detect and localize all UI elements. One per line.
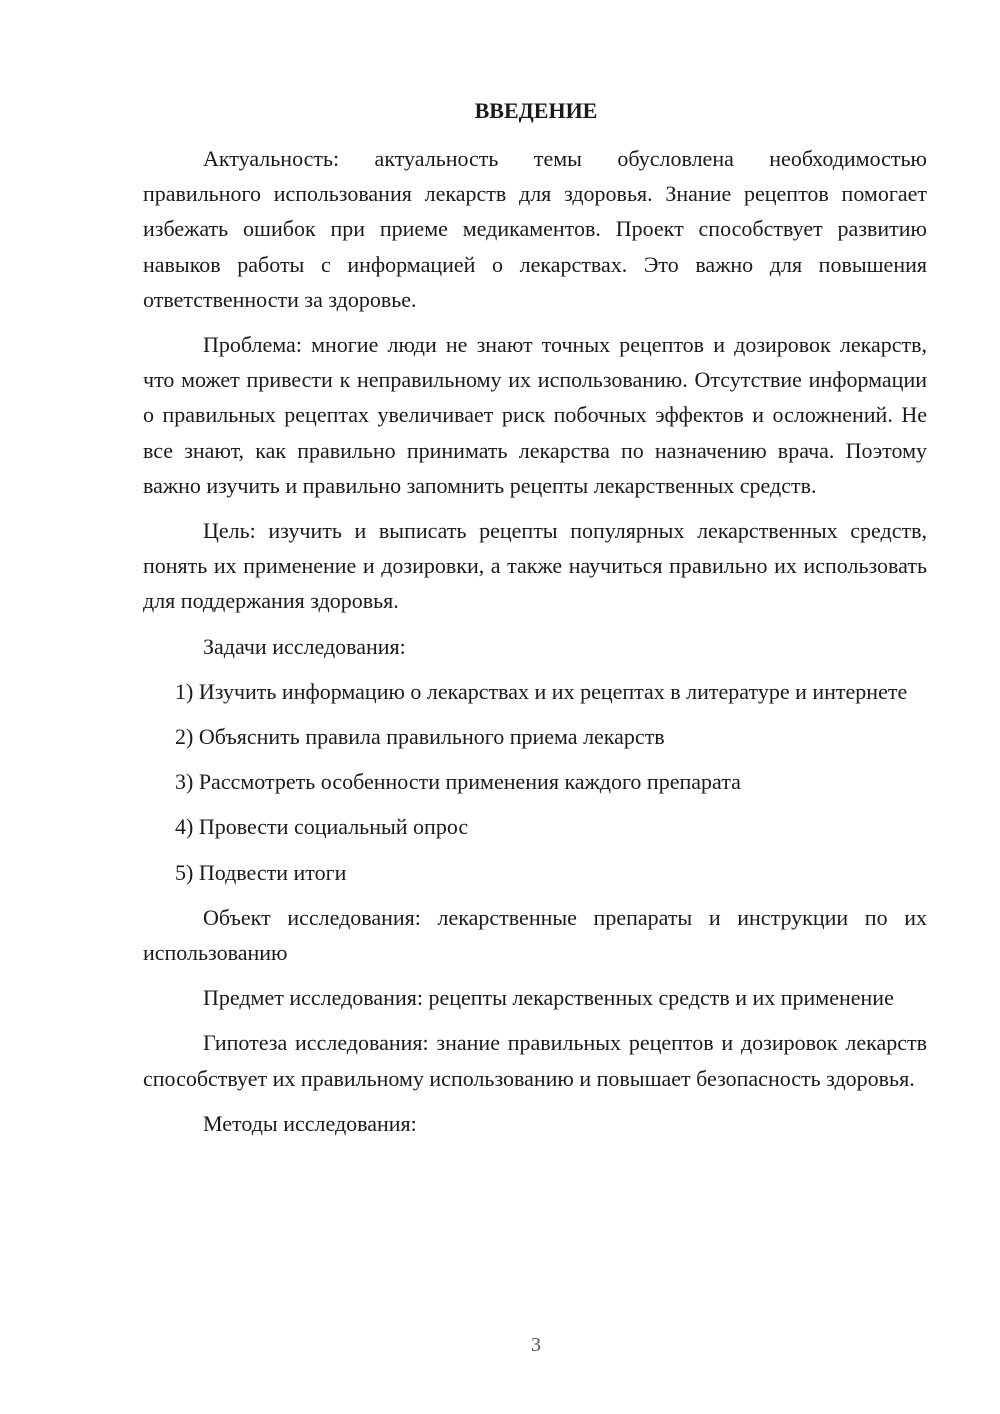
task-item-5: 5) Подвести итоги xyxy=(175,859,347,885)
body-text xyxy=(143,141,927,1151)
relevance-paragraph: Актуальность: актуальность темы обусловлена необходимостью правильного использования лекарств для здоровья. Знание рецептов помогает избежать ошибок при приеме медикаментов. Проект способствует развитию навыков работы с информацией о лекарствах. Это важно для повышения ответственности за здоровье. xyxy=(143,146,927,312)
page-number: 3 xyxy=(531,1334,541,1356)
hypothesis-paragraph: Гипотеза исследования: знание правильных рецептов и дозировок лекарств способствует их правильному использованию и повышает безопасность здоровья. xyxy=(143,1030,927,1091)
task-item-4: 4) Провести социальный опрос xyxy=(175,814,469,840)
tasks-heading: Задачи исследования: xyxy=(203,633,406,659)
task-item-3: 3) Рассмотреть особенности применения каждого препарата xyxy=(175,769,741,795)
section-title: ВВЕДЕНИЕ xyxy=(474,98,598,123)
task-item-1: 1) Изучить информацию о лекарствах и их рецептах в литературе и интернете xyxy=(175,678,908,704)
problem-paragraph: Проблема: многие люди не знают точных рецептов и дозировок лекарств, что может привести к неправильному их использованию. Отсутствие информации о правильных рецептах увеличивает риск побочных эффектов и осложнений. Не все знают, как правильно принимать лекарства по назначению врача. Поэтому важно изучить и правильно запомнить рецепты лекарственных средств. xyxy=(143,332,927,498)
goal-paragraph: Цель: изучить и выписать рецепты популярных лекарственных средств, понять их применение и дозировки, а также научиться правильно их использовать для поддержания здоровья. xyxy=(143,518,927,614)
methods-heading: Методы исследования: xyxy=(203,1110,417,1136)
object-paragraph: Объект исследования: лекарственные препараты и инструкции по их использованию xyxy=(143,904,927,966)
task-item-2: 2) Объяснить правила правильного приема лекарств xyxy=(175,724,665,750)
subject-paragraph: Предмет исследования: рецепты лекарственных средств и их применение xyxy=(203,985,894,1011)
